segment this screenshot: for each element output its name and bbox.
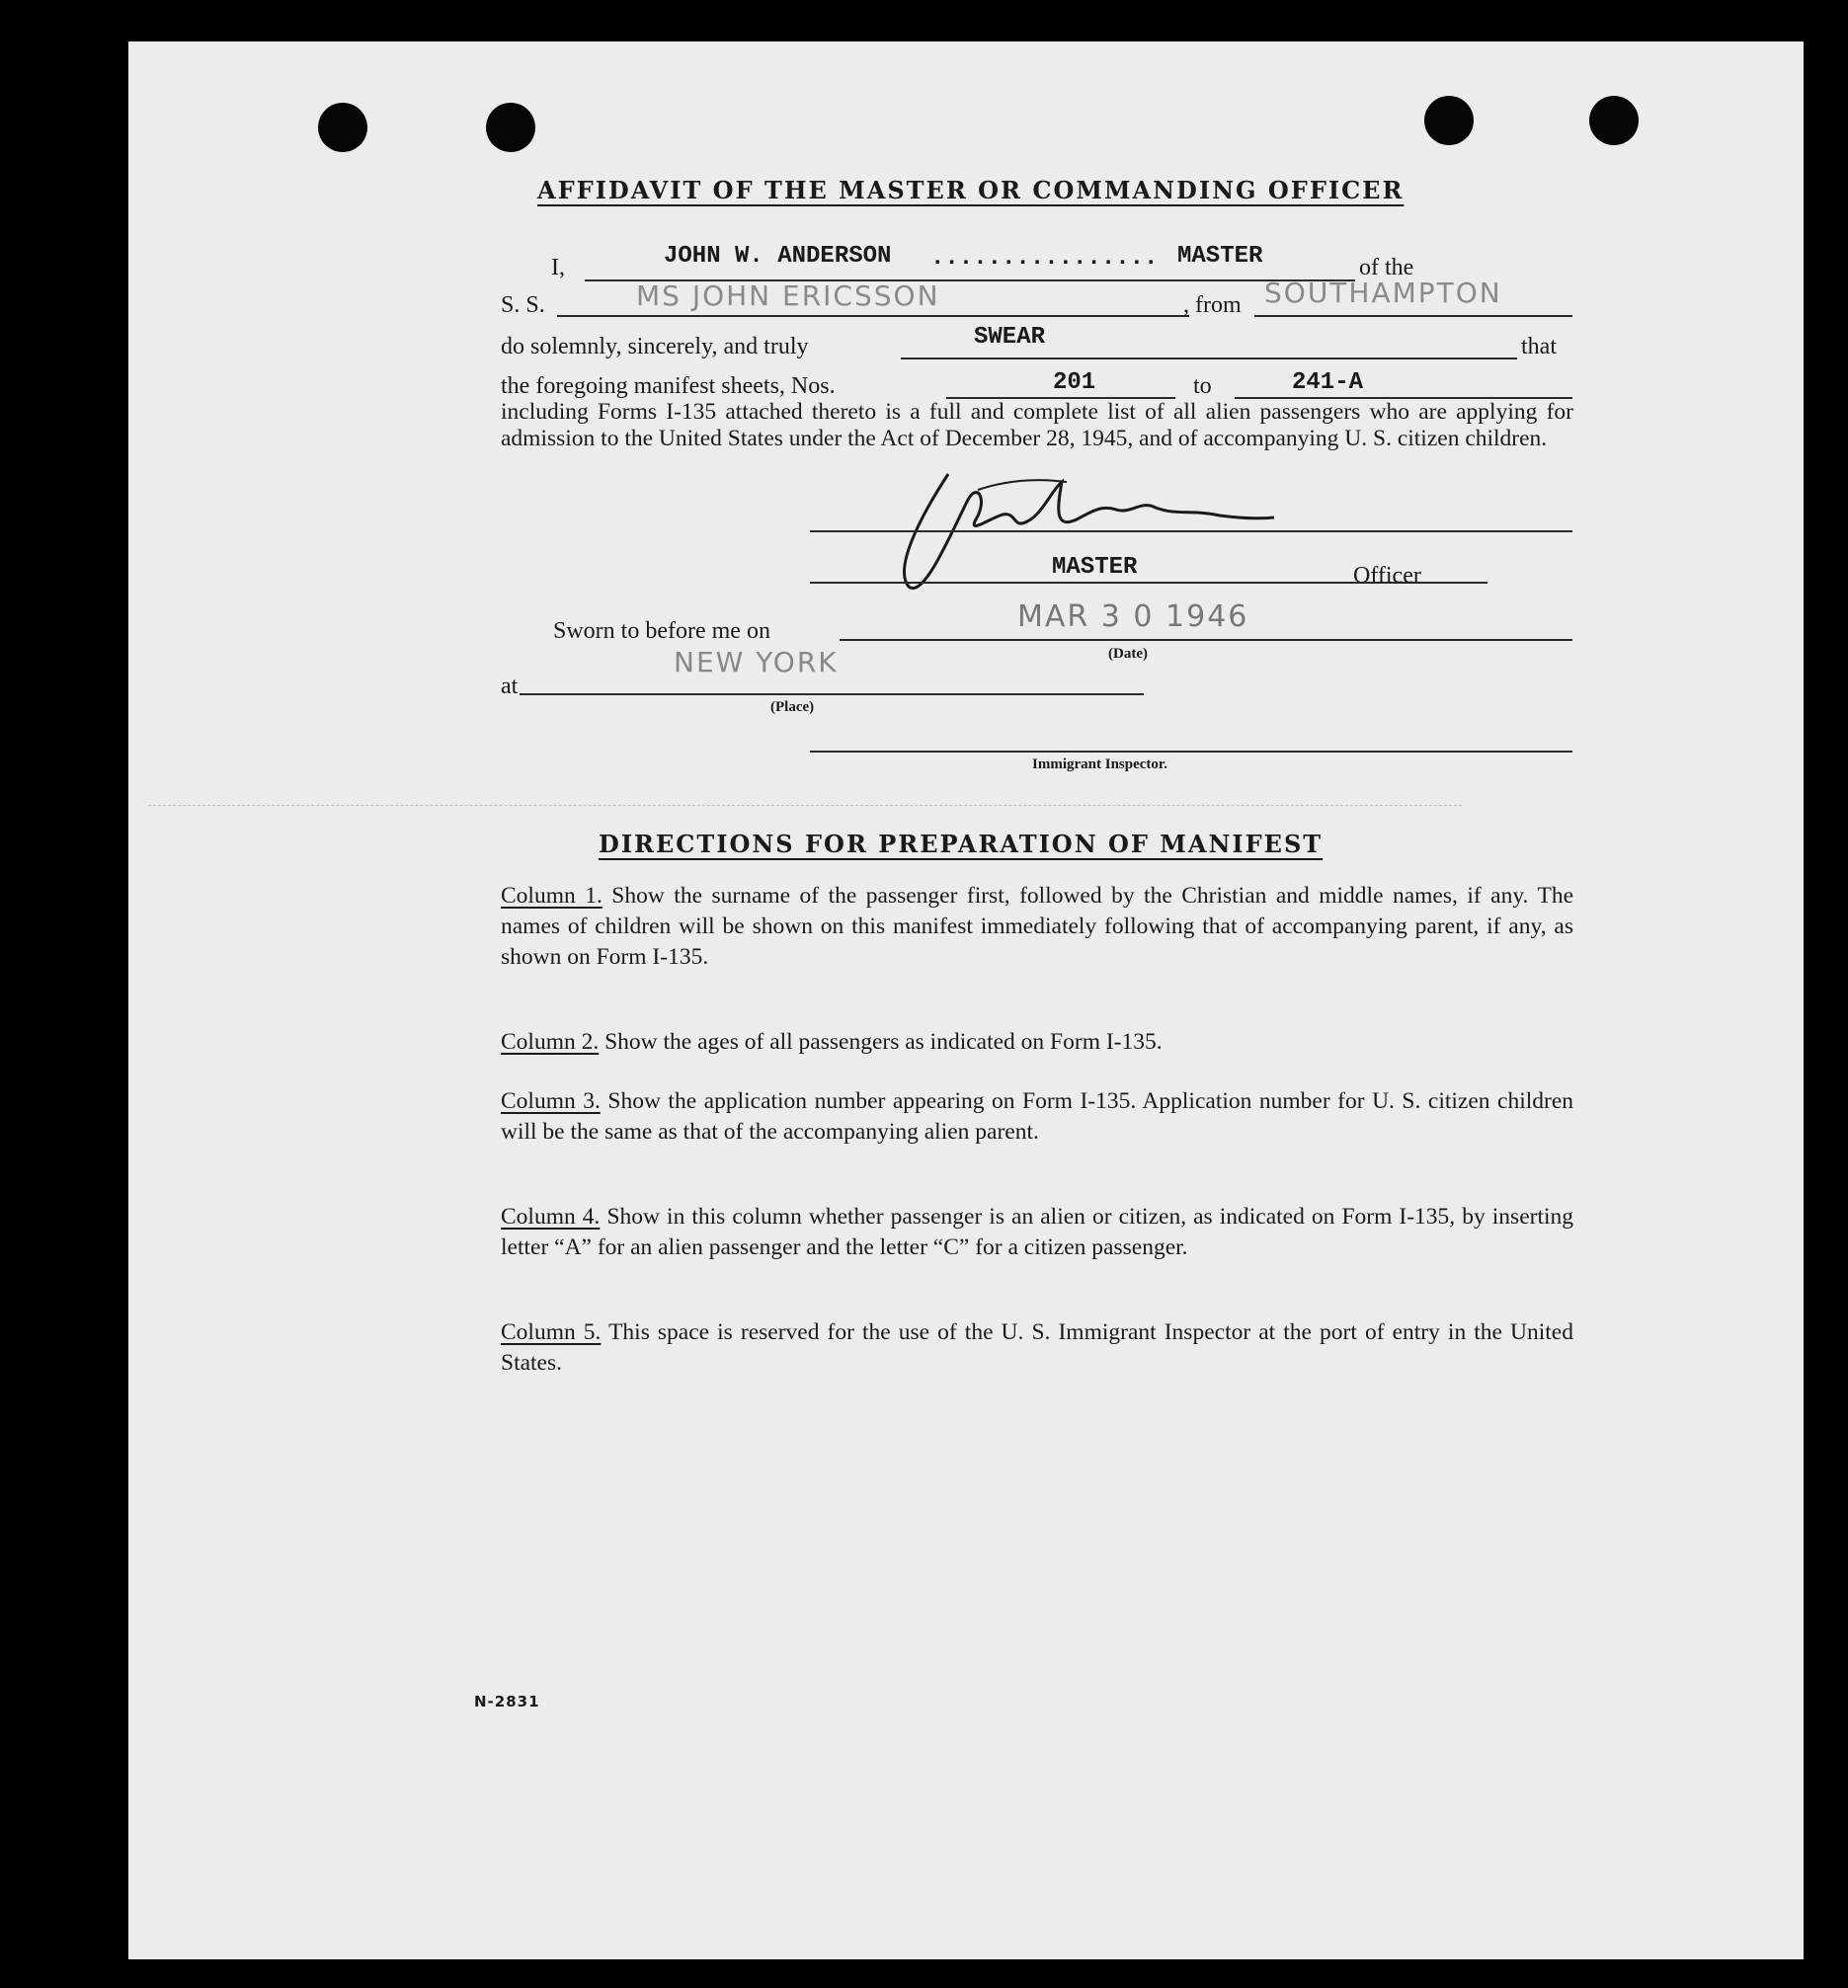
date-stamp: MAR 3 0 1946 bbox=[1017, 599, 1249, 634]
ship-name-stamp: MS JOHN ERICSSON bbox=[636, 279, 940, 312]
inspector-caption: Immigrant Inspector. bbox=[1032, 756, 1167, 772]
from-label: , from bbox=[1183, 292, 1242, 318]
direction-column-2 bbox=[501, 1027, 1573, 1058]
direction-column-5 bbox=[501, 1317, 1573, 1379]
column-label: Column 1. bbox=[501, 883, 603, 909]
oath-typed: SWEAR bbox=[974, 324, 1046, 351]
sworn-label: Sworn to before me on bbox=[553, 618, 770, 644]
at-label: at bbox=[501, 674, 519, 699]
direction-column-1 bbox=[501, 881, 1573, 973]
sheet-to: 241-A bbox=[1292, 369, 1364, 396]
oath-line bbox=[901, 358, 1517, 359]
signature-line bbox=[810, 530, 1572, 532]
direction-column-3 bbox=[501, 1086, 1573, 1148]
affidavit-title: AFFIDAVIT OF THE MASTER OR COMMANDING OFFICER bbox=[537, 176, 1405, 204]
column-text: Show the application number appearing on Form I-135. Application number for U. S. citizen children will be the same as that of the accompanying alien parent. bbox=[501, 1088, 1574, 1145]
punch-hole bbox=[318, 103, 367, 152]
directions-title: DIRECTIONS FOR PREPARATION OF MANIFEST bbox=[599, 830, 1324, 858]
document-page bbox=[128, 41, 1804, 1959]
column-label: Column 5. bbox=[501, 1319, 602, 1345]
officer-title-typed: MASTER bbox=[1052, 554, 1138, 581]
ship-line bbox=[557, 315, 1189, 317]
role-typed: MASTER bbox=[1177, 243, 1263, 270]
sheet-from: 201 bbox=[1053, 369, 1096, 396]
master-name: JOHN W. ANDERSON bbox=[664, 243, 892, 270]
punch-hole bbox=[1424, 96, 1474, 145]
port-from-stamp: SOUTHAMPTON bbox=[1264, 277, 1502, 309]
officer-label: Officer bbox=[1353, 563, 1421, 589]
i-label: I, bbox=[551, 255, 565, 280]
affidavit-body: including Forms I-135 attached thereto is a full and complete list of all alien passengers who are applying for admission to the United States under the Act of December 28, 1945, and of accompanying U. S. citizen children. bbox=[501, 399, 1573, 451]
to-label: to bbox=[1193, 373, 1212, 399]
column-text: Show in this column whether passenger is an alien or citizen, as indicated on Form I-135, by inserting letter “A” for an alien passenger and the letter “C” for a citizen passenger. bbox=[501, 1204, 1574, 1260]
that-label: that bbox=[1521, 334, 1557, 359]
column-label: Column 2. bbox=[501, 1029, 600, 1055]
form-number: N-2831 bbox=[474, 1693, 540, 1710]
solemnly-label: do solemnly, sincerely, and truly bbox=[501, 334, 809, 359]
place-line bbox=[520, 693, 1144, 695]
column-text: This space is reserved for the use of the U. S. Immigrant Inspector at the port of entry in the United States. bbox=[501, 1319, 1573, 1376]
place-stamp: NEW YORK bbox=[674, 646, 839, 678]
sheets-label: the foregoing manifest sheets, Nos. bbox=[501, 373, 836, 399]
place-caption: (Place) bbox=[770, 699, 815, 715]
date-caption: (Date) bbox=[1108, 646, 1148, 662]
direction-column-4 bbox=[501, 1202, 1573, 1263]
column-text: Show the ages of all passengers as indicated on Form I-135. bbox=[604, 1029, 1163, 1055]
ss-label: S. S. bbox=[501, 292, 545, 318]
section-divider bbox=[148, 805, 1462, 806]
of-the-label: of the bbox=[1359, 255, 1414, 280]
date-line bbox=[840, 639, 1572, 641]
column-text: Show the surname of the passenger first, followed by the Christian and middle names, if any. The names of children will be shown on this manifest immediately following that of accompanying parent, if any, as shown on Form I-135. bbox=[501, 883, 1574, 970]
punch-hole bbox=[1589, 96, 1639, 145]
punch-hole bbox=[486, 103, 535, 152]
inspector-line bbox=[810, 751, 1572, 753]
name-dots: ................ bbox=[930, 245, 1159, 272]
column-label: Column 4. bbox=[501, 1204, 601, 1230]
column-label: Column 3. bbox=[501, 1088, 601, 1114]
port-line bbox=[1254, 315, 1572, 317]
